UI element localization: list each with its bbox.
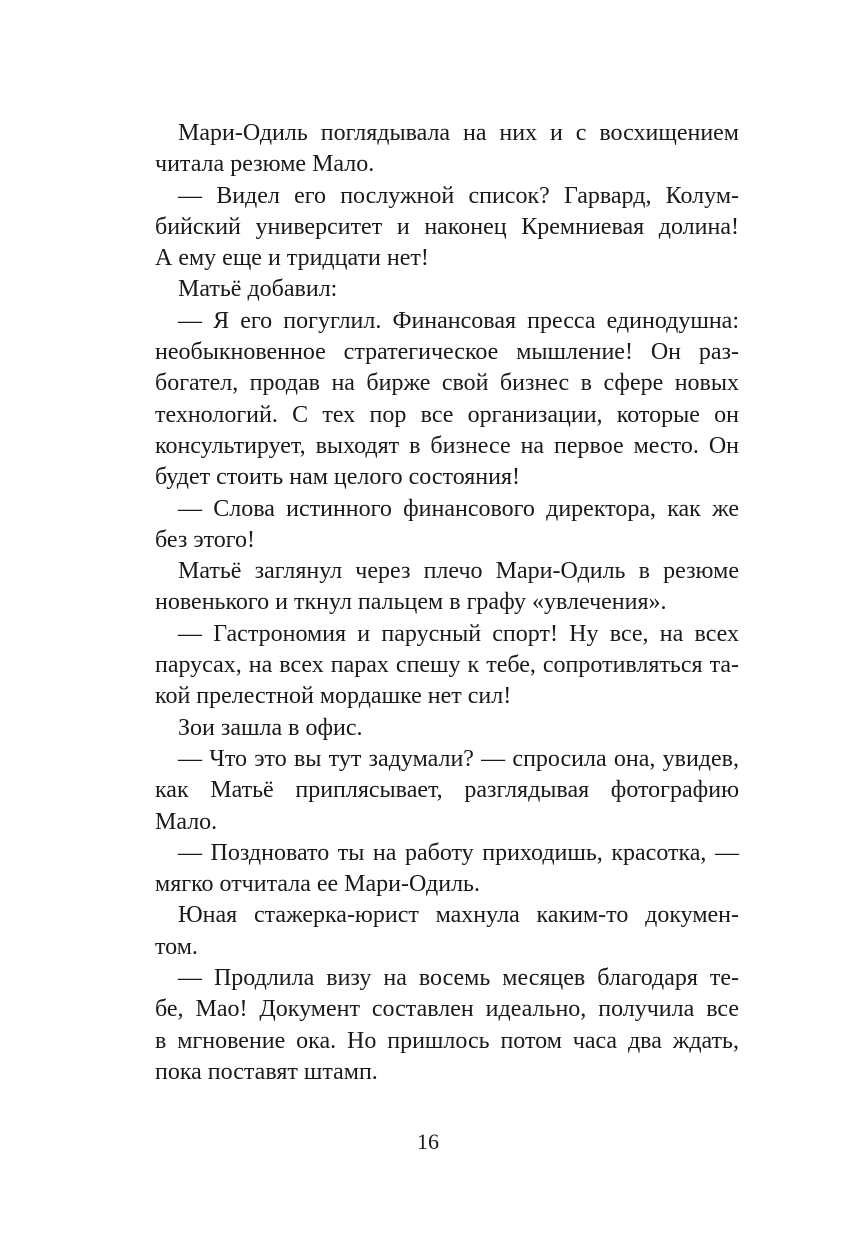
text-line: консультирует, выходят в бизнесе на первое место. Он [155,432,739,459]
text-line: кой прелестной мордашке нет сил! [155,683,512,710]
text-line: Зои зашла в офис. [178,714,363,741]
text-line: как Матьё приплясывает, разглядывая фотографию [155,777,739,804]
text-line: том. [155,933,198,960]
text-line: — Видел его послужной список? Гарвард, Колум- [178,182,739,209]
text-line: А ему еще и тридцати нет! [155,245,429,272]
text-line: — Я его погуглил. Финансовая пресса единодушна: [178,307,739,334]
text-line: без этого! [155,526,256,553]
body-text [155,118,739,1088]
text-line: технологий. С тех пор все организации, которые он [155,401,739,428]
text-line: Юная стажерка-юрист махнула каким-то докумен- [178,902,739,929]
text-line: читала резюме Мало. [155,151,375,178]
text-line: — Продлила визу на восемь месяцев благодаря те- [178,965,739,992]
text-line: Матьё заглянул через плечо Мари-Одиль в резюме [178,558,739,585]
text-line: в мгновение ока. Но пришлось потом часа два ждать, [155,1027,739,1054]
text-line: богател, продав на бирже свой бизнес в сфере новых [155,370,739,397]
text-line: — Слова истинного финансового директора, как же [178,495,739,522]
text-line: новенького и ткнул пальцем в графу «увлечения». [155,589,667,616]
text-line: пока поставят штамп. [155,1058,378,1085]
text-line: бийский университет и наконец Кремниевая долина! [155,213,739,240]
text-line: — Поздновато ты на работу приходишь, красотка, — [178,839,739,866]
text-line: — Гастрономия и парусный спорт! Ну все, на всех [178,620,739,647]
text-line: мягко отчитала ее Мари-Одиль. [155,871,480,898]
text-line: Матьё добавил: [178,276,338,303]
text-line: бе, Мао! Документ составлен идеально, получила все [155,996,739,1023]
text-line: — Что это вы тут задумали? — спросила она, увидев, [178,745,739,772]
text-line: Мари-Одиль поглядывала на них и с восхищением [178,120,739,146]
text-line: Мало. [155,808,218,835]
page-number: 16 [417,1129,439,1154]
text-line: необыкновенное стратегическое мышление! Он раз- [155,339,739,366]
text-line: парусах, на всех парах спешу к тебе, сопротивляться та- [155,652,739,679]
text-line: будет стоить нам целого состояния! [155,464,521,491]
